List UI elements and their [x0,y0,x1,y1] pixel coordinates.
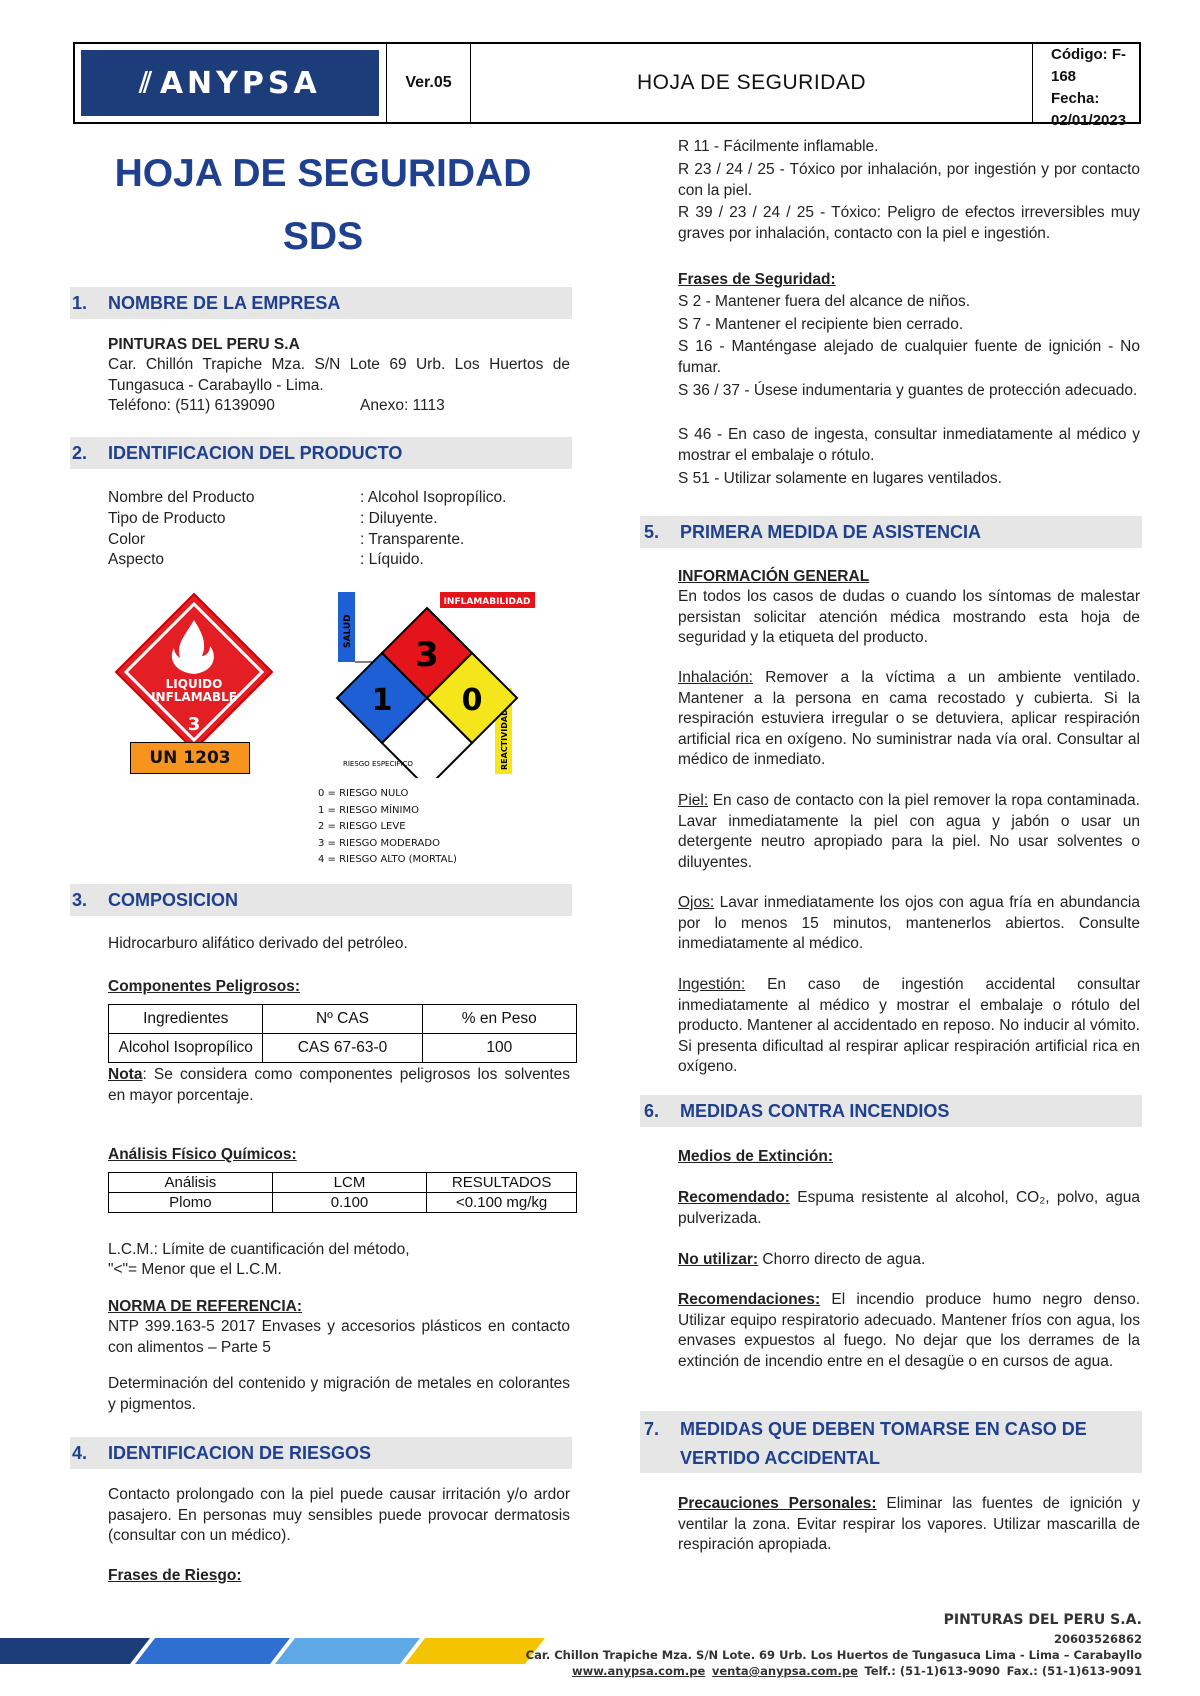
section-number: 2. [72,442,88,463]
table-header-cell: % en Peso [422,1005,576,1034]
lcm-definition: L.C.M.: Límite de cuantificación del método, [108,1241,410,1258]
safety-phrase-s36: S 36 / 37 - Úsese indumentaria y guantes de protección adecuado. [678,382,1138,399]
personal-precautions-body: Eliminar las fuentes de ignición y ventilar la zona. Evitar respirar los vapores. Utilizar mascarilla de respiración apropiada. [678,1495,1140,1553]
section-7-header [640,1411,1142,1473]
table-header-cell: RESULTADOS [427,1173,577,1193]
norma-title: NORMA DE REFERENCIA: [108,1298,303,1315]
ingestion-text [678,975,1140,1078]
recommended-label: Recomendado: [678,1189,790,1206]
norma-text-1: NTP 399.163-5 2017 Envases y accesorios plásticos en contacto con alimentos – Parte 5 [108,1318,570,1356]
section-5-header [640,516,1142,548]
composition-note [108,1065,570,1106]
section-number: 5. [644,521,660,542]
safety-phrase-s51: S 51 - Utilizar solamente en lugares ventilados. [678,470,1002,487]
footer-address: Car. Chillon Trapiche Mza. S/N Lote. 69 Urb. Los Huertos de Tungasuca Lima - Lima – Carabayllo [525,1648,1142,1662]
un-number-panel: UN 1203 [130,742,250,774]
note-label: Nota [108,1066,143,1083]
placard-line2: INFLAMABLE [151,690,237,704]
table-cell: CAS 67-63-0 [263,1034,422,1063]
table-row [109,1193,577,1213]
table-header-cell: LCM [272,1173,426,1193]
table-row [109,1034,577,1063]
section-title [680,1415,1087,1473]
section-3-header [70,884,572,916]
inhalation-label: Inhalación: [678,669,753,686]
recommendations-label: Recomendaciones: [678,1291,821,1308]
risk-phrase-r39: R 39 / 23 / 24 / 25 - Tóxico: Peligro de efectos irreversibles muy graves por inhalación, contacto con la piel e ingestión. [678,204,1140,242]
doc-title-line2: SDS [282,215,364,258]
table-header-cell: Ingredientes [109,1005,263,1034]
safety-phrase-s7: S 7 - Mantener el recipiente bien cerrado. [678,316,964,333]
placard-line1: LIQUIDO [165,677,223,691]
section-title: PRIMERA MEDIDA DE ASISTENCIA [680,521,982,542]
footer-telephone: Telf.: (51-1)613-9090 [864,1664,1000,1678]
do-not-use-text [678,1250,925,1271]
product-val-color: : Transparente. [360,531,465,548]
lcm-less-than: "<"= Menor que el L.C.M. [108,1261,282,1278]
skin-text [678,791,1140,873]
section-title-line1: MEDIDAS QUE DEBEN TOMARSE EN CASO DE [680,1419,1087,1439]
do-not-use-body: Chorro directo de agua. [758,1251,926,1268]
table-header-cell: Análisis [109,1173,273,1193]
logo-stripes-icon: ⫽ [139,66,152,98]
doc-title-line1: HOJA DE SEGURIDAD [114,152,532,195]
skin-body: En caso de contacto con la piel remover la ropa contaminada. Lavar inmediatamente la piel con agua y jabón o usar un detergente neutro apropiado para la piel. No usar solventes o diluyentes. [678,792,1140,871]
placard-class: 3 [187,714,201,735]
nfpa-flammability-value: 3 [415,635,439,675]
analysis-table [108,1172,577,1213]
nfpa-health-value: 1 [371,683,393,718]
table-header-row [109,1005,577,1034]
nfpa-diamond [335,588,535,778]
section-title: COMPOSICION [108,889,239,910]
safety-phrases-title: Frases de Seguridad: [678,271,836,288]
footer-contacts [572,1664,1142,1678]
nfpa-legend-item: 3 = RIESGO MODERADO [318,837,440,849]
recommendations-text [678,1290,1140,1372]
document-header [73,42,1141,129]
company-address: Car. Chillón Trapiche Mza. S/N Lote 69 Urb. Los Huertos de Tungasuca - Carabayllo - Lima. [108,356,570,394]
flammable-liquid-placard [114,592,274,752]
safety-phrase-s16: S 16 - Manténgase alejado de cualquier fuente de ignición - No fumar. [678,338,1140,376]
composition-desc: Hidrocarburo alifático derivado del petróleo. [108,935,408,952]
section-2-header [70,437,572,469]
section-title: IDENTIFICACION DEL PRODUCTO [108,442,403,463]
nfpa-label-health: SALUD [343,614,353,648]
version-label: Ver.05 [387,44,471,122]
doc-code: Código: F-168 [1051,46,1126,85]
general-info-title: INFORMACIÓN GENERAL [678,568,870,585]
table-header-cell: Nº CAS [263,1005,422,1034]
product-val-type: : Diluyente. [360,510,438,527]
components-table [108,1004,577,1063]
table-header-row [109,1173,577,1193]
table-cell: 0.100 [272,1193,426,1213]
product-key-name: Nombre del Producto [108,489,255,506]
inhalation-body: Remover a la víctima a un ambiente ventilado. Mantener a la persona en cama recostado y cubierta. Si la respiración estuviera irregular o se detuviera, aplicar respiración artificial rica en oxígeno. No suministrar nada vía oral. Consultar al médico de inmediato. [678,669,1140,768]
product-val-aspect: : Líquido. [360,551,424,568]
norma-text-2: Determinación del contenido y migración de metales en colorantes y pigmentos. [108,1375,570,1413]
eyes-text [678,893,1140,955]
analysis-title: Análisis Físico Químicos: [108,1146,297,1163]
risk-phrase-r11: R 11 - Fácilmente inflamable. [678,138,879,155]
section-number: 4. [72,1442,88,1463]
section-1-header [70,287,572,319]
risk-description: Contacto prolongado con la piel puede causar irritación y/o ardor pasajero. En personas muy sensibles puede provocar dermatosis (consultar con un médico). [108,1486,570,1544]
safety-phrase-s46: S 46 - En caso de ingesta, consultar inmediatamente al médico y mostrar el embalaje o rótulo. [678,426,1140,464]
nfpa-label-special: RIESGO ESPECIFICO [343,760,413,768]
personal-precautions-label: Precauciones Personales: [678,1495,877,1512]
footer-email-link[interactable]: venta@anypsa.com.pe [711,1664,858,1678]
doc-date: Fecha: 02/01/2023 [1051,90,1127,129]
nfpa-legend [318,786,457,869]
product-key-aspect: Aspecto [108,551,165,568]
recommendations-body: El incendio produce humo negro denso. Utilizar equipo respiratorio adecuado. Mantener fríos con agua, los envases expuestos al fuego. No dejar que los derrames de la extinción de incendio entre en el desagüe o en cursos de agua. [678,1291,1140,1370]
note-text: : Se considera como componentes peligrosos los solventes en mayor porcentaje. [108,1066,570,1104]
ingestion-label: Ingestión: [678,976,746,993]
table-cell: 100 [422,1034,576,1063]
risk-phrase-r23: R 23 / 24 / 25 - Tóxico por inhalación, por ingestión y por contacto con la piel. [678,161,1140,199]
logo-cell [75,44,387,122]
header-title: HOJA DE SEGURIDAD [471,44,1033,122]
section-number: 3. [72,889,88,910]
section-title: IDENTIFICACION DE RIESGOS [108,1442,372,1463]
eyes-label: Ojos: [678,894,715,911]
risk-phrases-title: Frases de Riesgo: [108,1567,242,1584]
ingestion-body: En caso de ingestión accidental consultar inmediatamente al médico y mostrar el embalaje o rótulo del producto. Mantener al accidentado en reposo. No inducir al vómito. Si presenta dificultad al respirar aplicar respiración artificial rica en oxígeno. [678,976,1140,1075]
section-6-header [640,1095,1142,1127]
product-key-type: Tipo de Producto [108,510,226,527]
section-title: NOMBRE DE LA EMPRESA [108,292,341,313]
inhalation-text [678,668,1140,771]
section-title: MEDIDAS CONTRA INCENDIOS [680,1100,950,1121]
safety-phrase-s2: S 2 - Mantener fuera del alcance de niños. [678,293,971,310]
table-cell: Plomo [109,1193,273,1213]
code-date-cell [1033,44,1139,129]
company-phone: Teléfono: (511) 6139090 [108,397,275,414]
components-title: Componentes Peligrosos: [108,978,301,995]
general-info-text: En todos los casos de dudas o cuando los síntomas de malestar persistan solicitar atención médica mostrando esta hoja de seguridad y la etiqueta del producto. [678,588,1140,646]
table-cell: <0.100 mg/kg [427,1193,577,1213]
product-val-name: : Alcohol Isopropílico. [360,489,507,506]
footer-company: PINTURAS DEL PERU S.A. [943,1612,1142,1628]
section-title-line2: VERTIDO ACCIDENTAL [680,1448,880,1468]
recommended-body: Espuma resistente al alcohol, CO₂, polvo, agua pulverizada. [678,1189,1140,1227]
eyes-body: Lavar inmediatamente los ojos con agua fría en abundancia por lo menos 15 minutos, mantenerlos abiertos. Consulte inmediatamente al médico. [678,894,1140,952]
extinction-title: Medios de Extinción: [678,1148,834,1165]
section-number: 1. [72,292,88,313]
nfpa-legend-item: 4 = RIESGO ALTO (MORTAL) [318,854,457,865]
section-number: 7. [644,1419,660,1439]
company-name: PINTURAS DEL PERU S.A [108,336,300,353]
nfpa-reactivity-value: 0 [461,683,483,718]
recommended-text [678,1188,1140,1229]
skin-label: Piel: [678,792,709,809]
personal-precautions-text [678,1494,1140,1556]
section-number: 6. [644,1100,660,1121]
nfpa-legend-item: 0 = RIESGO NULO [318,788,409,799]
footer-ruc: 20603526862 [1053,1632,1142,1646]
nfpa-label-reactivity: REACTIVIDAD [500,709,509,770]
footer-fax: Fax.: (51-1)613-9091 [1006,1664,1142,1678]
company-annex: Anexo: 1113 [360,397,445,414]
logo-text: ANYPSA [159,65,321,101]
nfpa-legend-item: 1 = RIESGO MÍNIMO [318,804,419,816]
footer-stripe-graphic [0,1638,560,1664]
table-cell: Alcohol Isopropílico [109,1034,263,1063]
nfpa-label-flammability: INFLAMABILIDAD [443,597,531,607]
section-4-header [70,1437,572,1469]
do-not-use-label: No utilizar: [678,1251,759,1268]
nfpa-legend-item: 2 = RIESGO LEVE [318,821,406,832]
product-key-color: Color [108,531,146,548]
company-logo [81,50,379,116]
footer-website-link[interactable]: www.anypsa.com.pe [572,1664,706,1678]
